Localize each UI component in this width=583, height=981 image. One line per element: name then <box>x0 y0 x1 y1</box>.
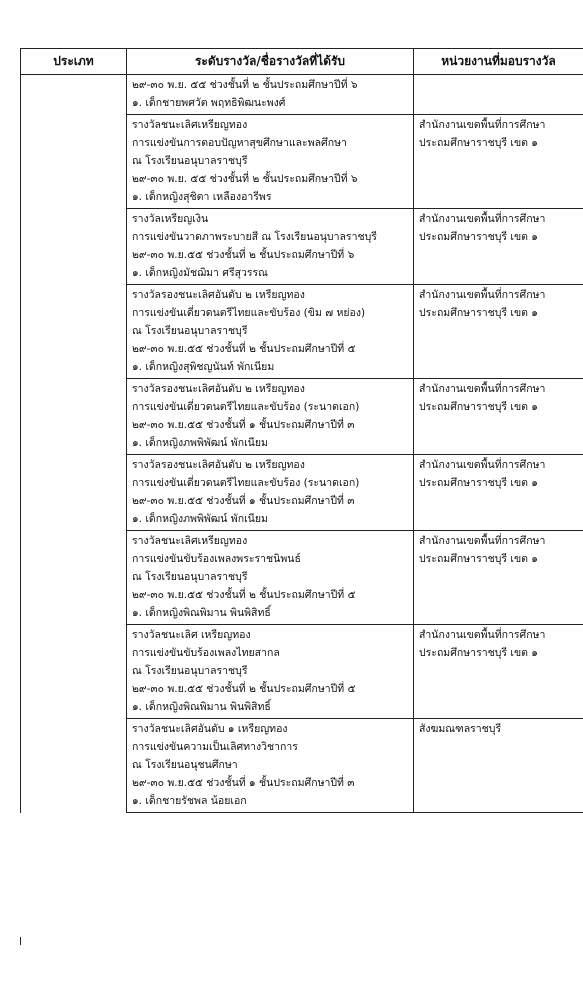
award-line: ๑. เด็กหญิงพิณพิมาน พินพิสิทธิ์ <box>132 701 271 713</box>
award-cell <box>127 531 414 625</box>
agency-cell <box>414 455 583 531</box>
agency-line: ประถมศึกษาราชบุรี เขต ๑ <box>419 231 538 243</box>
award-line: ๑. เด็กหญิงมัชฌิมา ศรีสุวรรณ <box>132 267 268 279</box>
agency-line: ประถมศึกษาราชบุรี เขต ๑ <box>419 647 538 659</box>
agency-cell <box>414 75 583 115</box>
award-line: ๒๙-๓๐ พ.ย.๕๕ ช่วงชั้นที่ ๑ ชั้นประถมศึกษาปีที่ ๓ <box>132 777 355 789</box>
category-cell <box>21 75 127 813</box>
award-line: ๒๙-๓๐ พ.ย.๕๕ ช่วงชั้นที่ ๒ ชั้นประถมศึกษาปีที่ ๕ <box>132 589 356 601</box>
award-line: ๑. เด็กหญิงสุพิชญนันท์ พักเนียม <box>132 361 275 373</box>
award-cell <box>127 115 414 209</box>
award-line: รางวัลเหรียญเงิน <box>132 213 209 225</box>
table-continuation-line <box>20 937 21 945</box>
agency-cell <box>414 719 583 813</box>
agency-line: ประถมศึกษาราชบุรี เขต ๑ <box>419 477 538 489</box>
agency-line: สังฆมณฑลราชบุรี <box>419 723 502 735</box>
award-cell <box>127 209 414 285</box>
agency-line: สำนักงานเขตพื้นที่การศึกษา <box>419 119 546 131</box>
award-line: ๑. เด็กหญิงพิณพิมาน พินพิสิทธิ์ <box>132 607 271 619</box>
award-line: การแข่งขันความเป็นเลิศทางวิชาการ <box>132 741 298 753</box>
header-award: ระดับรางวัล/ชื่อรางวัลที่ได้รับ <box>127 49 414 75</box>
agency-line: สำนักงานเขตพื้นที่การศึกษา <box>419 535 546 547</box>
award-line: ๑. เด็กชายรัชพล น้อยเอก <box>132 795 247 807</box>
table-row <box>21 75 583 115</box>
agency-line: สำนักงานเขตพื้นที่การศึกษา <box>419 213 546 225</box>
header-agency: หน่วยงานที่มอบรางวัล <box>414 49 583 75</box>
award-line: ๑. เด็กหญิงภพพิพัฒน์ พักเนียม <box>132 437 268 449</box>
agency-cell <box>414 531 583 625</box>
award-line: รางวัลชนะเลิศอันดับ ๑ เหรียญทอง <box>132 723 288 735</box>
award-line: รางวัลชนะเลิศเหรียญทอง <box>132 119 248 131</box>
agency-cell <box>414 285 583 379</box>
award-line: ๒๙-๓๐ พ.ย.๕๕ ช่วงชั้นที่ ๒ ชั้นประถมศึกษาปีที่ ๖ <box>132 249 355 261</box>
award-line: การแข่งขันการตอบปัญหาสุขศึกษาและพลศึกษา <box>132 137 347 149</box>
award-line: การแข่งขันขับร้องเพลงพระราชนิพนธ์ <box>132 553 301 565</box>
award-cell <box>127 75 414 115</box>
award-line: ๒๙-๓๐ พ.ย.๕๕ ช่วงชั้นที่ ๒ ชั้นประถมศึกษาปีที่ ๕ <box>132 683 356 695</box>
award-line: ๒๙-๓๐ พ.ย. ๕๕ ช่วงชั้นที่ ๒ ชั้นประถมศึกษาปีที่ ๖ <box>132 173 358 185</box>
award-line: การแข่งขันเดี่ยวดนตรีไทยและขับร้อง (ขิม ๗ หย่อง) <box>132 307 366 319</box>
header-row <box>21 49 583 75</box>
award-line: ๒๙-๓๐ พ.ย. ๕๕ ช่วงชั้นที่ ๒ ชั้นประถมศึกษาปีที่ ๖ <box>132 79 358 91</box>
award-cell <box>127 379 414 455</box>
award-line: การแข่งขันวาดภาพระบายสี ณ โรงเรียนอนุบาลราชบุรี <box>132 231 377 243</box>
award-cell <box>127 625 414 719</box>
awards-table <box>20 48 583 813</box>
award-line: ๒๙-๓๐ พ.ย.๕๕ ช่วงชั้นที่ ๑ ชั้นประถมศึกษาปีที่ ๓ <box>132 495 355 507</box>
agency-line: ประถมศึกษาราชบุรี เขต ๑ <box>419 307 538 319</box>
award-line: รางวัลชนะเลิศ เหรียญทอง <box>132 629 251 641</box>
award-line: รางวัลชนะเลิศเหรียญทอง <box>132 535 248 547</box>
award-cell <box>127 719 414 813</box>
award-line: รางวัลรองชนะเลิศอันดับ ๒ เหรียญทอง <box>132 289 305 301</box>
award-line: ๒๙-๓๐ พ.ย.๕๕ ช่วงชั้นที่ ๒ ชั้นประถมศึกษาปีที่ ๕ <box>132 343 356 355</box>
award-line: ๑. เด็กหญิงสุชิตา เหลืองอารีพร <box>132 191 272 203</box>
agency-cell <box>414 209 583 285</box>
award-line: ๑. เด็กชายพศวัต พฤทธิพิฒนะพงศ์ <box>132 97 286 109</box>
agency-line: สำนักงานเขตพื้นที่การศึกษา <box>419 383 546 395</box>
award-line: ณ โรงเรียนอนุบาลราชบุรี <box>132 571 248 583</box>
award-cell <box>127 285 414 379</box>
award-line: การแข่งขันเดี่ยวดนตรีไทยและขับร้อง (ระนาดเอก) <box>132 401 360 413</box>
award-line: ณ โรงเรียนอนุบาลราชบุรี <box>132 325 248 337</box>
award-line: การแข่งขันเดี่ยวดนตรีไทยและขับร้อง (ระนาดเอก) <box>132 477 360 489</box>
agency-line: ประถมศึกษาราชบุรี เขต ๑ <box>419 401 538 413</box>
award-cell <box>127 455 414 531</box>
award-line: รางวัลรองชนะเลิศอันดับ ๒ เหรียญทอง <box>132 459 305 471</box>
award-rows <box>21 75 583 813</box>
award-line: ณ โรงเรียนอนุชนศึกษา <box>132 759 238 771</box>
agency-cell <box>414 379 583 455</box>
award-line: ณ โรงเรียนอนุบาลราชบุรี <box>132 665 248 677</box>
award-line: การแข่งขันขับร้องเพลงไทยสากล <box>132 647 280 659</box>
agency-line: สำนักงานเขตพื้นที่การศึกษา <box>419 459 546 471</box>
agency-line: สำนักงานเขตพื้นที่การศึกษา <box>419 629 546 641</box>
agency-line: สำนักงานเขตพื้นที่การศึกษา <box>419 289 546 301</box>
agency-cell <box>414 115 583 209</box>
award-line: ณ โรงเรียนอนุบาลราชบุรี <box>132 155 248 167</box>
award-line: ๒๙-๓๐ พ.ย.๕๕ ช่วงชั้นที่ ๑ ชั้นประถมศึกษาปีที่ ๓ <box>132 419 355 431</box>
agency-cell <box>414 625 583 719</box>
agency-line: ประถมศึกษาราชบุรี เขต ๑ <box>419 137 538 149</box>
award-line: ๑. เด็กหญิงภพพิพัฒน์ พักเนียม <box>132 513 268 525</box>
agency-line: ประถมศึกษาราชบุรี เขต ๑ <box>419 553 538 565</box>
award-line: รางวัลรองชนะเลิศอันดับ ๒ เหรียญทอง <box>132 383 305 395</box>
header-category: ประเภท <box>21 49 127 75</box>
